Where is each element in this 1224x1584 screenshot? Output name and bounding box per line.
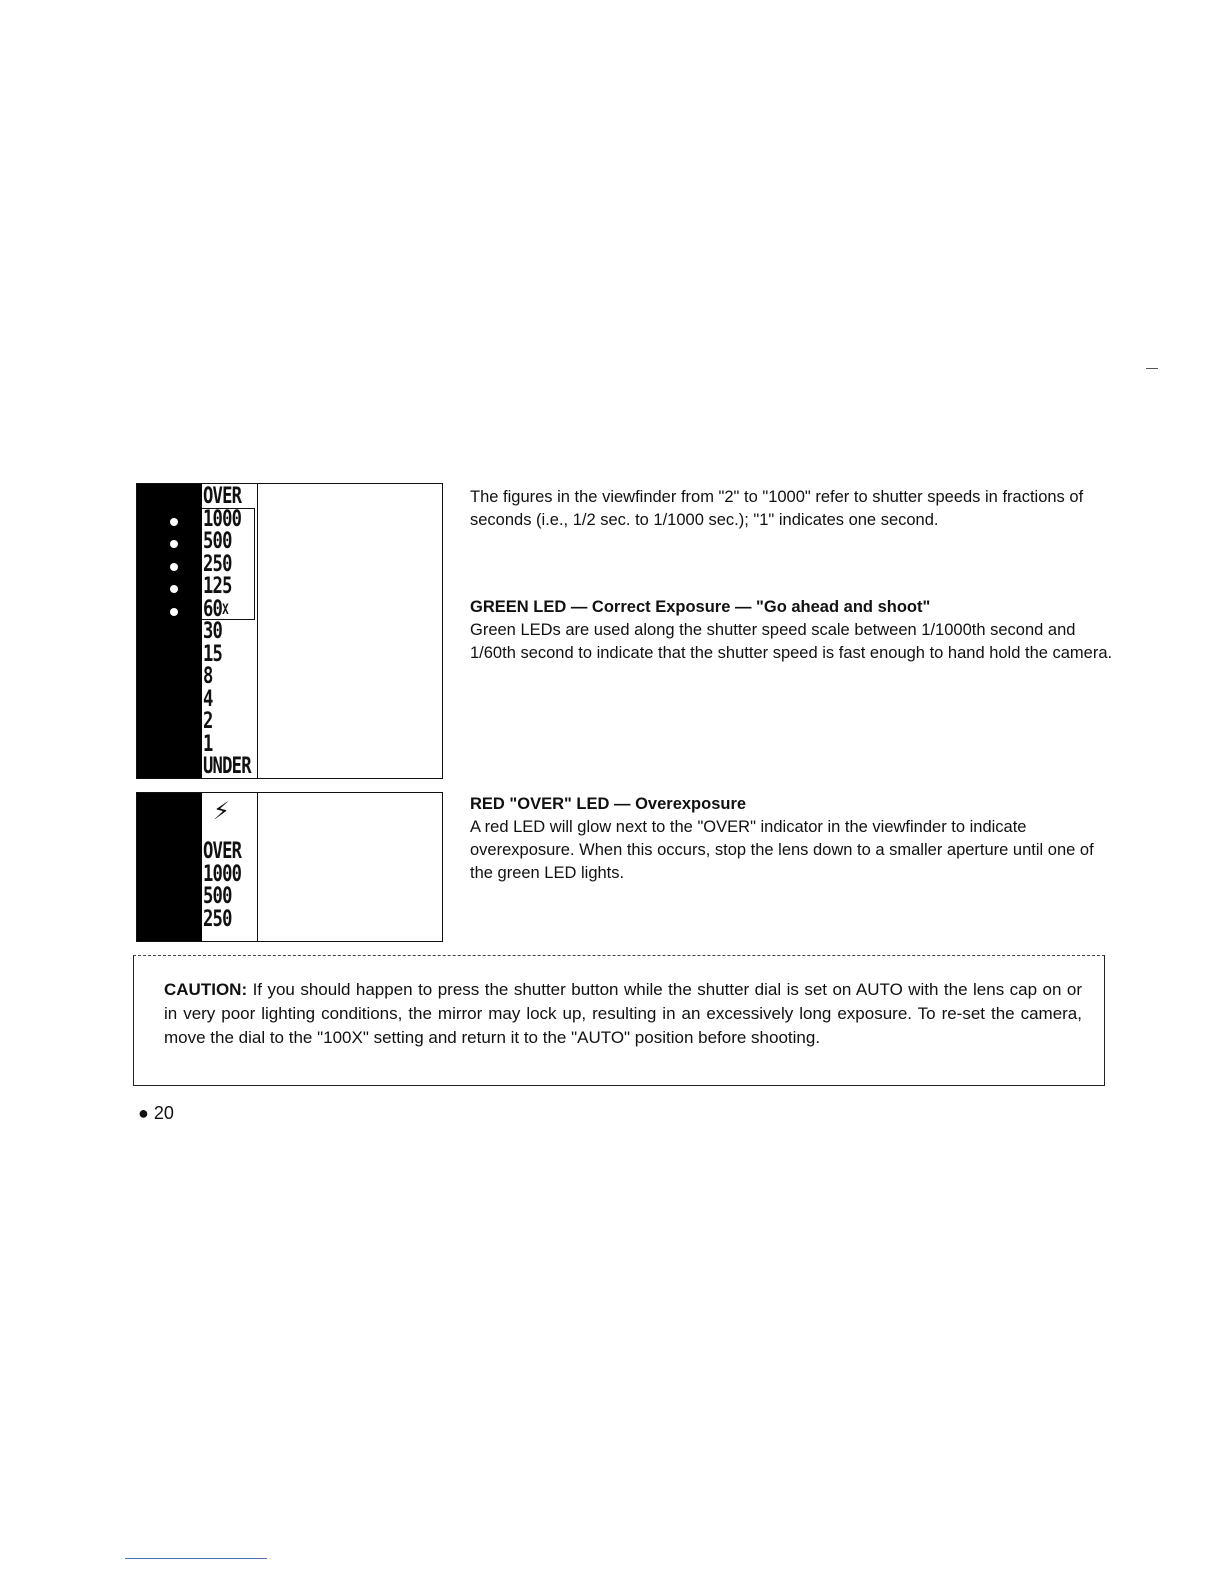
viewfinder-shutter-scale-figure bbox=[136, 483, 443, 779]
scale-1: 1 bbox=[203, 731, 213, 757]
viewfinder-figures-text: The figures in the viewfinder from "2" to "1000" refer to shutter speeds in fractions of seconds (i.e., 1/2 sec. to 1/1000 sec.); "1" indicates one second. bbox=[470, 488, 1084, 529]
green-led-dot bbox=[170, 518, 178, 526]
green-led-section bbox=[470, 596, 1120, 665]
shutter-speed-scale bbox=[203, 841, 252, 931]
scale-2: 2 bbox=[203, 709, 213, 734]
scale-1000: 1000 bbox=[203, 506, 242, 532]
shutter-speed-scale bbox=[203, 486, 264, 779]
scale-125: 125 bbox=[203, 574, 232, 599]
scale-over: OVER bbox=[203, 484, 242, 509]
green-led-dot bbox=[170, 608, 178, 616]
green-led-body: Green LEDs are used along the shutter speed scale between 1/1000th second and 1/60th second to indicate that the shutter speed is fast enough to hand hold the camera. bbox=[470, 621, 1113, 662]
scale-under: UNDER bbox=[203, 754, 251, 779]
lightning-bolt-icon: ⚡ bbox=[213, 797, 230, 825]
scale-over: OVER bbox=[203, 839, 242, 864]
viewfinder-figures-paragraph bbox=[470, 486, 1120, 532]
scale-250: 250 bbox=[203, 551, 232, 577]
red-led-body: A red LED will glow next to the "OVER" indicator in the viewfinder to indicate overexposure. When this occurs, stop the lens down to a smaller aperture until one of the green LED lights. bbox=[470, 818, 1094, 882]
scale-1000: 1000 bbox=[203, 861, 242, 887]
footer-rule bbox=[125, 1558, 267, 1559]
caution-body: If you should happen to press the shutter button while the shutter dial is set on AUTO with the lens cap on or in very poor lighting conditions, the mirror may lock up, resulting in an excessively long exposure. To re-set the camera, move the dial to the "100X" setting and return it to the "AUTO" position before shooting. bbox=[164, 980, 1082, 1047]
caution-box bbox=[133, 955, 1105, 1086]
red-led-section bbox=[470, 793, 1120, 885]
scale-15: 15 bbox=[203, 641, 223, 667]
scale-500: 500 bbox=[203, 884, 232, 909]
viewfinder-led-panel bbox=[137, 793, 202, 941]
scale-250: 250 bbox=[203, 906, 232, 932]
green-led-heading: GREEN LED — Correct Exposure — "Go ahead and shoot" bbox=[470, 598, 931, 616]
green-led-dot bbox=[170, 585, 178, 593]
green-led-dot bbox=[170, 563, 178, 571]
viewfinder-over-figure bbox=[136, 792, 443, 942]
margin-mark bbox=[1146, 368, 1158, 369]
scale-60: $60^X$ bbox=[203, 596, 228, 622]
caution-label: CAUTION: bbox=[164, 980, 248, 999]
red-led-heading: RED "OVER" LED — Overexposure bbox=[470, 795, 747, 813]
scale-30: 30 bbox=[203, 619, 223, 644]
x-sync-mark: X bbox=[222, 601, 228, 618]
page-number: ● 20 bbox=[138, 1103, 174, 1123]
viewfinder-led-panel bbox=[137, 484, 202, 778]
scale-4: 4 bbox=[203, 686, 213, 712]
scale-8: 8 bbox=[203, 664, 213, 689]
scale-500: 500 bbox=[203, 529, 232, 554]
green-led-dot bbox=[170, 540, 178, 548]
caution-text bbox=[164, 978, 1082, 1050]
